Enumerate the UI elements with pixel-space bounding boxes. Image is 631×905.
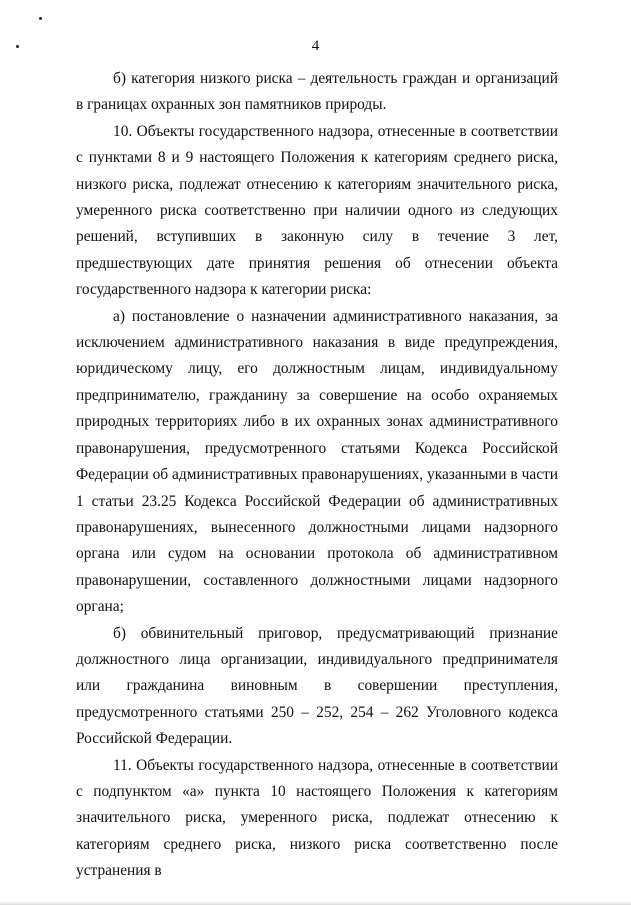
paragraph-10-subitem-b: б) обвинительный приговор, предусматривающий признание должностного лица организации, индивидуального предпринимателя или гражданина виновным в совершении преступления, предусмотренного статьями 250 – 252, 254 – 262 Уголовного кодекса Российской Федерации.: [76, 624, 558, 748]
paragraph-10: 10. Объекты государственного надзора, отнесенные в соответствии с пунктами 8 и 9 настоящего Положения к категориям среднего риска, низкого риска, подлежат отнесению к категориям значительного риска, умеренного риска соответственно при наличии одного из следующих решений, вступивших в законную силу в течение 3 лет, предшествующих дате принятия решения об отнесении объекта государственного надзора к категории риска:: [76, 122, 558, 299]
scan-bottom-edge: [0, 901, 631, 905]
page-number: 4: [311, 38, 320, 54]
paragraph-10-subitem-a: а) постановление о назначении административного наказания, за исключением административного наказания в виде предупреждения, юридическому лицу, его должностным лицам, индивидуальному предпринимателю, гражданину за совершение на особо охраняемых природных территориях либо в их охранных зонах административного правонарушения, предусмотренного статьями Кодекса Российской Федерации об административных правонарушениях, указанными в части 1 статьи 23.25 Кодекса Российской Федерации об административных правонарушениях, вынесенного должностными лицами надзорного органа или судом на основании протокола об административном правонарушении, составленного должностными лицами надзорного органа;: [76, 307, 558, 616]
document-body: [76, 66, 558, 885]
scan-speck: [39, 17, 42, 20]
paragraph-11: 11. Объекты государственного надзора, отнесенные в соответствии с подпунктом «а» пункта 10 настоящего Положения к категориям значительного риска, умеренного риска, подлежат отнесению к категориям среднего риска, низкого риска соответственно после устранения в: [76, 756, 558, 880]
paragraph-item-b-low-risk: б) категория низкого риска – деятельность граждан и организаций в границах охранных зон памятников природы.: [76, 70, 558, 114]
